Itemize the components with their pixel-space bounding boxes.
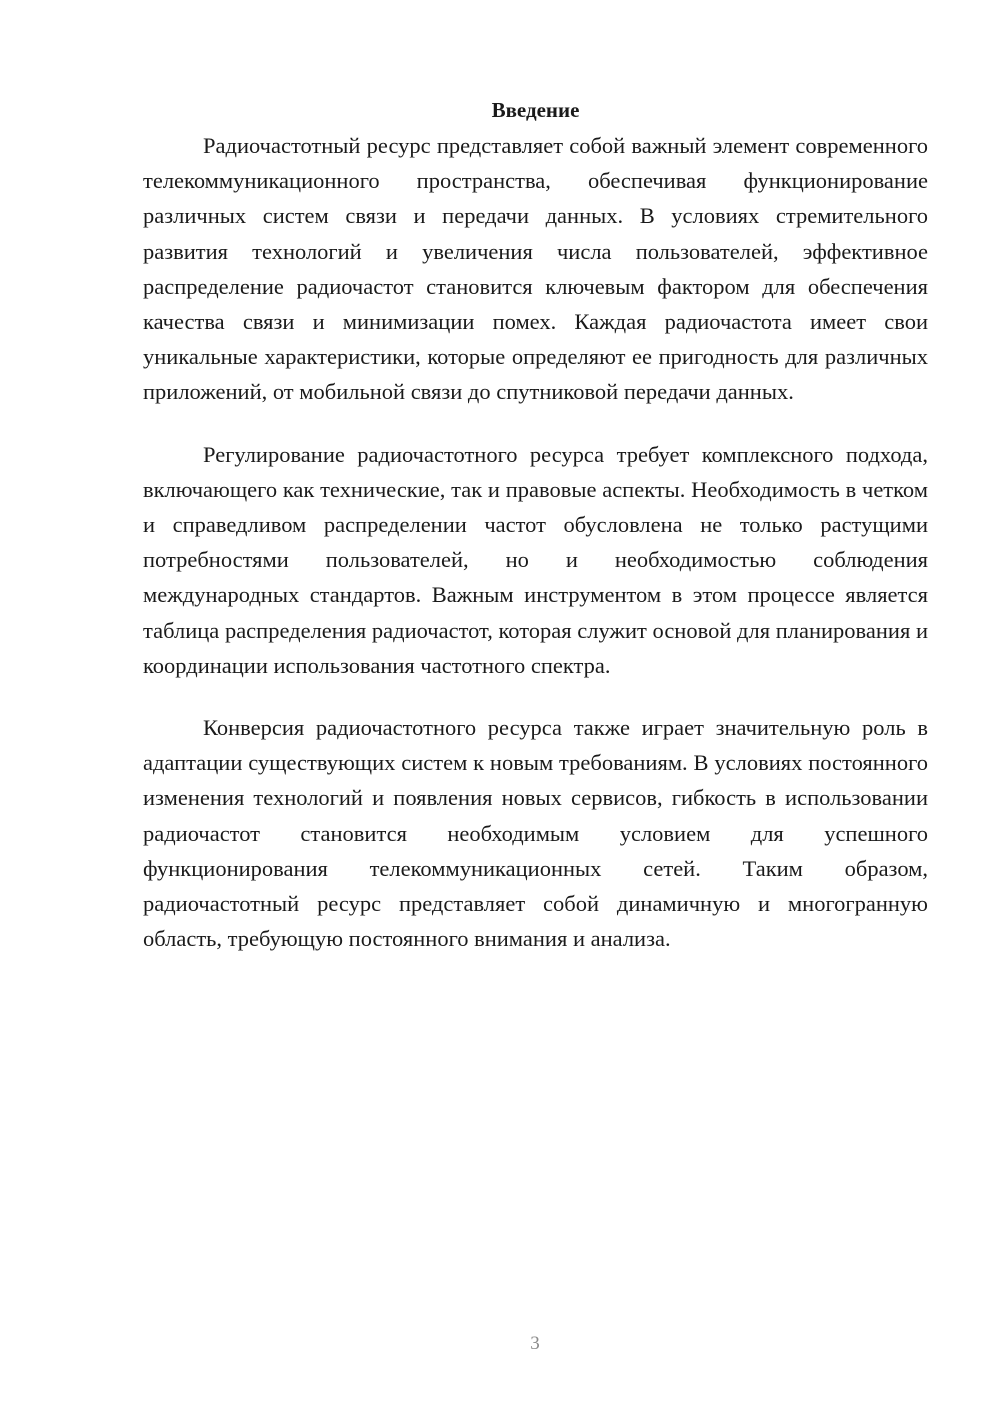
page-content — [143, 93, 928, 956]
paragraph-2: Регулирование радиочастотного ресурса требует комплексного подхода, включающего как технические, так и правовые аспекты. Необходимость в четком и справедливом распределении частот обусловлена не только растущими потребностями пользователей, но и необходимостью соблюдения международных стандартов. Важным инструментом в этом процессе является таблица распределения радиочастот, которая служит основой для планирования и координации использования частотного спектра. — [143, 441, 928, 678]
paragraph-1: Радиочастотный ресурс представляет собой важный элемент современного телекоммуникационного пространства, обеспечивая функционирование различных систем связи и передачи данных. В условиях стремительного развития технологий и увеличения числа пользователей, эффективное распределение радиочастот становится ключевым фактором для обеспечения качества связи и минимизации помех. Каждая радиочастота имеет свои уникальные характеристики, которые определяют ее пригодность для различных приложений, от мобильной связи до спутниковой передачи данных. — [143, 133, 928, 405]
paragraph-3: Конверсия радиочастотного ресурса также играет значительную роль в адаптации существующих систем к новым требованиям. В условиях постоянного изменения технологий и появления новых сервисов, гибкость в использовании радиочастот становится необходимым условием для успешного функционирования телекоммуникационных сетей. Таким образом, радиочастотный ресурс представляет собой динамичную и многогранную область, требующую постоянного внимания и анализа. — [143, 715, 928, 952]
page-number: 3 — [530, 1333, 540, 1354]
section-title: Введение — [491, 98, 580, 122]
